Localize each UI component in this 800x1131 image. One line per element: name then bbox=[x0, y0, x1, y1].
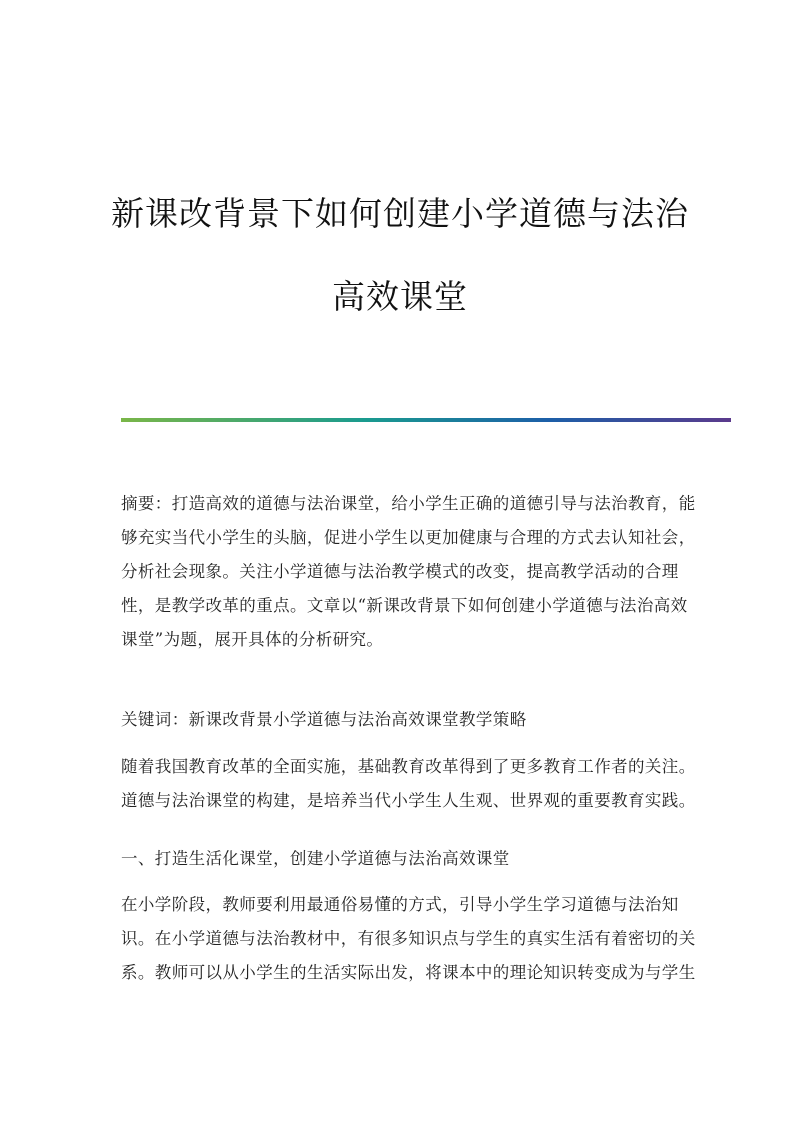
document-title-line-1: 新课改背景下如何创建小学道德与法治 bbox=[111, 194, 689, 233]
abstract-line: 课堂”为题，展开具体的分析研究。 bbox=[121, 630, 384, 649]
body-line: 系。教师可以从小学生的生活实际出发，将课本中的理论知识转变成为与学生 bbox=[121, 963, 696, 982]
section-heading bbox=[121, 842, 681, 876]
body-line: 在小学阶段，教师要利用最通俗易懂的方式，引导小学生学习道德与法治知 bbox=[121, 895, 679, 914]
abstract-line: 够充实当代小学生的头脑，促进小学生以更加健康与合理的方式去认知社会， bbox=[121, 528, 696, 547]
abstract-line: 摘要：打造高效的道德与法治课堂，给小学生正确的道德引导与法治教育，能 bbox=[121, 494, 696, 513]
body-line: 识。在小学道德与法治教材中，有很多知识点与学生的真实生活有着密切的关 bbox=[121, 929, 696, 948]
section-heading-text: 一、打造生活化课堂，创建小学道德与法治高效课堂 bbox=[121, 849, 510, 868]
title-divider bbox=[121, 418, 731, 422]
keywords-paragraph bbox=[121, 703, 681, 737]
keywords-line: 关键词：新课改背景小学道德与法治高效课堂教学策略 bbox=[121, 710, 527, 729]
body-paragraph bbox=[121, 888, 696, 990]
abstract-line: 性，是教学改革的重点。文章以“新课改背景下如何创建小学道德与法治高效 bbox=[121, 596, 688, 615]
intro-line: 道德与法治课堂的构建，是培养当代小学生人生观、世界观的重要教育实践。 bbox=[121, 791, 696, 810]
abstract-line: 分析社会现象。关注小学道德与法治教学模式的改变，提高教学活动的合理 bbox=[121, 562, 679, 581]
intro-line: 随着我国教育改革的全面实施，基础教育改革得到了更多教育工作者的关注。 bbox=[121, 757, 696, 776]
document-title-line-2: 高效课堂 bbox=[332, 277, 468, 316]
intro-paragraph bbox=[121, 750, 696, 818]
abstract-paragraph bbox=[121, 487, 696, 657]
